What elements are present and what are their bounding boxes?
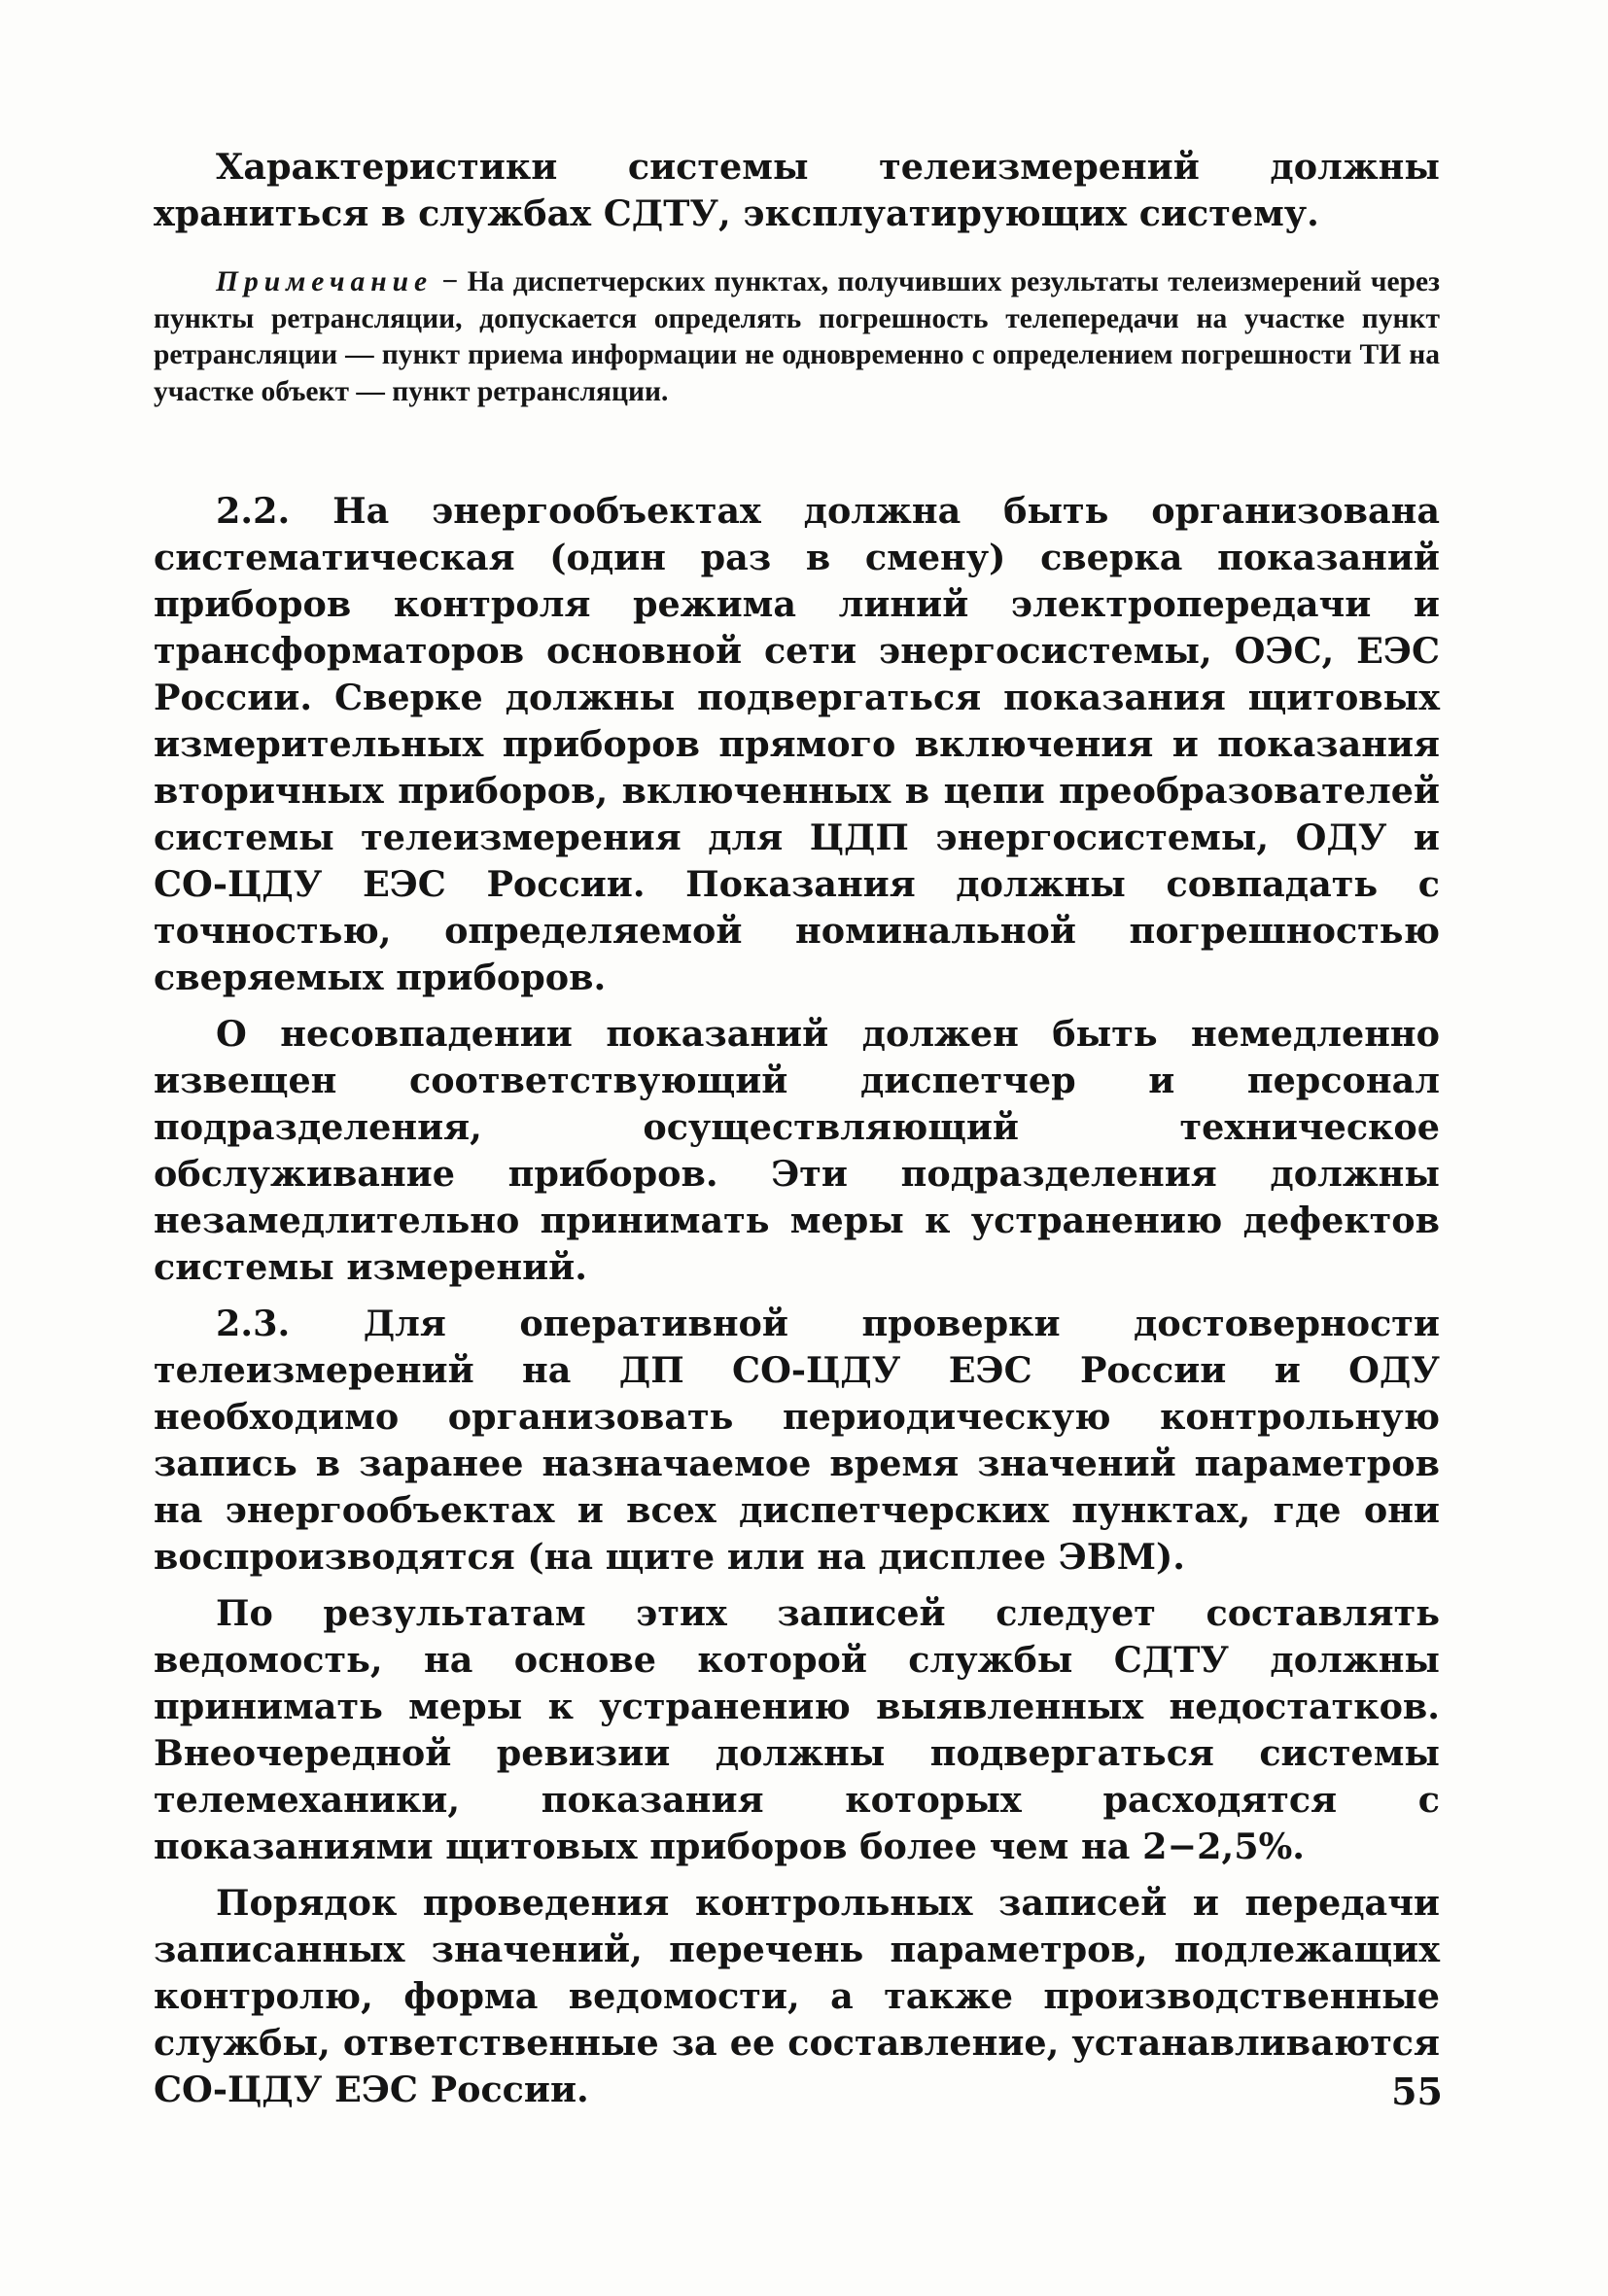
section-2-3-text: Для оперативной проверки достоверности телеизмерений на ДП СО-ЦДУ ЕЭС России и ОДУ необходимо организовать периодическую контрольную запись в заранее назначаемое время значений параметров на энергообъектах и всех диспетчерских пунктах, где они воспроизводятся (на щите или на дисплее ЭВМ). [154, 1303, 1440, 1578]
main-text-block [154, 488, 1440, 2113]
intro-block [154, 144, 1440, 237]
section-2-3-number: 2.3. [216, 1303, 291, 1344]
section-2-3-paragraph [154, 1301, 1440, 1581]
note-dash: − [433, 266, 468, 297]
results-paragraph: По результатам этих записей следует составлять ведомость, на основе которой службы СДТУ должны принимать меры к устранению выявленных недостатков. Внеочередной ревизии должны подвергаться системы телемеханики, показания которых расходятся с показаниями щитовых приборов более чем на 2−2,5%. [154, 1592, 1440, 1867]
note-paragraph [154, 264, 1440, 410]
note-label: Примечание [216, 266, 434, 297]
mismatch-paragraph: О несовпадении показаний должен быть немедленно извещен соответствующий диспетчер и персонал подразделения, осуществляющий техническое обслуживание приборов. Эти подразделения должны незамедлительно принимать меры к устранению дефектов системы измерений. [154, 1013, 1440, 1288]
section-2-2-number: 2.2. [216, 490, 291, 532]
page-number: 55 [1391, 2070, 1443, 2113]
section-2-2-text: На энергообъектах должна быть организована систематическая (один раз в смену) сверка показаний приборов контроля режима линий электропередачи и трансформаторов основной сети энергосистемы, ОЭС, ЕЭС России. Сверке должны подвергаться показания щитовых измерительных приборов прямого включения и показания вторичных приборов, включенных в цепи преобразователей системы телеизмерения для ЦДП энергосистемы, ОДУ и СО-ЦДУ ЕЭС России. Показания должны совпадать с точностью, определяемой номинальной погрешностью сверяемых приборов. [154, 490, 1440, 998]
note-text: На диспетчерских пунктах, получивших результаты телеизмерений через пункты ретрансляции, допускается определять погрешность телепередачи на участке пункт ретрансляции — пункт приема информации не одновременно с определением погрешности ТИ на участке объект — пункт ретрансляции. [154, 266, 1440, 407]
intro-paragraph: Характеристики системы телеизмерений должны храниться в службах СДТУ, эксплуатирующих систему. [154, 146, 1440, 234]
section-2-2-paragraph [154, 488, 1440, 1001]
procedure-paragraph: Порядок проведения контрольных записей и передачи записанных значений, перечень параметров, подлежащих контролю, форма ведомости, а также производственные службы, ответственные за ее составление, устанавливаются СО-ЦДУ ЕЭС России. [154, 1882, 1440, 2110]
